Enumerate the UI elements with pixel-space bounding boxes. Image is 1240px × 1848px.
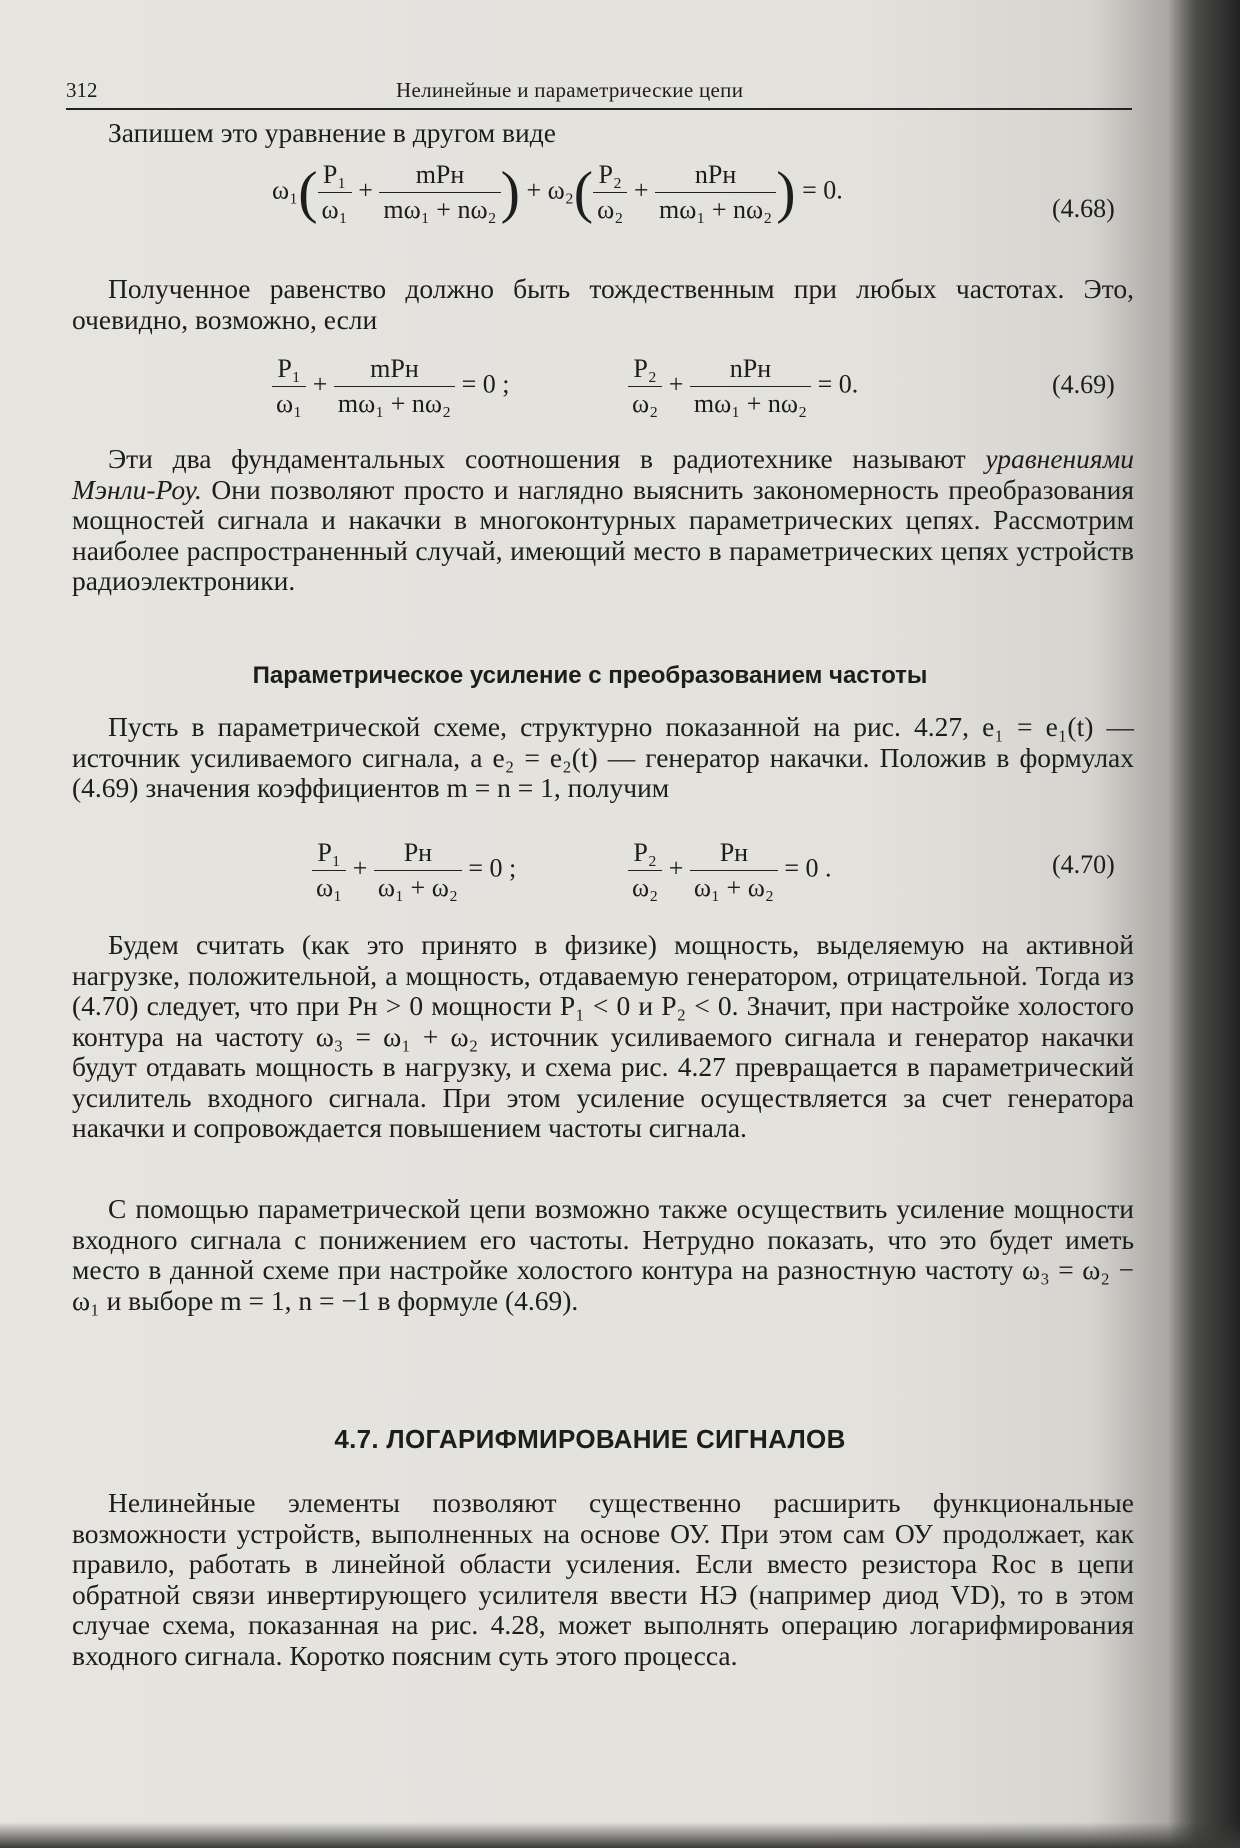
- eq-rhs: = 0 .: [784, 853, 832, 883]
- subheading: Параметрическое усиление с преобразованием частоты: [252, 662, 928, 689]
- fraction: [272, 352, 306, 421]
- paragraph-text: Будем считать (как это принято в физике) мощность, выделяемую на активной нагрузке, положительной, а мощность, отдаваемую генератором, отрицательной. Тогда из (4.70) следует, что при Pн > 0 мощности P₁ < 0 и P₂ < 0. Значит, при настройке холостого контура на частоту ω₃ = ω₁ + ω₂ источник усиливаемого сигнала и генератор накачки будут отдавать мощность в нагрузку, и схема рис. 4.27 превращается в параметрический усилитель входного сигнала. При этом усиление осуществляется за счет генератора накачки и сопровождается повышением частоты сигнала.: [72, 929, 1134, 1143]
- paragraph-text: С помощью параметрической цепи возможно также осуществить усиление мощности входного сигнала с понижением его частоты. Нетрудно показать, что это будет иметь место в данной схеме при настройке холостого контура на разностную частоту ω₃ = ω₂ − ω₁ и выборе m = 1, n = −1 в формуле (4.69).: [72, 1193, 1134, 1316]
- frac-num: P₂: [628, 352, 662, 387]
- frac-num: mPн: [379, 158, 500, 193]
- italic-term: уравнениями Мэнли-Роу.: [72, 443, 1134, 505]
- eq-w1: ω₁: [272, 175, 299, 205]
- fraction: [628, 352, 662, 421]
- fraction: [655, 158, 776, 227]
- paragraph-power-sign: [72, 930, 1134, 1144]
- plus-sign: +: [633, 175, 649, 205]
- paren-close: ): [500, 159, 520, 225]
- eq-rhs: = 0.: [802, 175, 843, 205]
- paragraph-manley-rowe: [72, 444, 1134, 597]
- fraction: [374, 836, 462, 905]
- plus-sign: +: [358, 175, 373, 205]
- plus-sign: +: [668, 853, 684, 883]
- frac-den: ω₂: [597, 195, 624, 224]
- paragraph-logarithm: [72, 1488, 1134, 1671]
- running-header: [66, 76, 1132, 110]
- fraction: [628, 836, 662, 905]
- frac-den: ω₂: [632, 873, 659, 902]
- frac-den: mω₁ + nω₂: [658, 195, 773, 224]
- paren-close: ): [776, 159, 796, 225]
- frac-num: P₁: [272, 352, 306, 387]
- frac-num: P₁: [318, 158, 352, 193]
- fraction: [312, 836, 346, 905]
- frac-num: mPн: [334, 352, 455, 387]
- frac-num: nPн: [655, 158, 776, 193]
- fraction: [690, 352, 811, 421]
- equation-number-4-69: (4.69): [1052, 370, 1115, 399]
- page-number: 312: [66, 78, 98, 102]
- equation-4-70-a: [312, 836, 516, 905]
- frac-den: ω₁: [316, 873, 343, 902]
- equation-4-70-b: [628, 836, 832, 905]
- paragraph-amplification: [72, 712, 1134, 804]
- section-heading: 4.7. ЛОГАРИФМИРОВАНИЕ СИГНАЛОВ: [334, 1424, 846, 1454]
- running-title: Нелинейные и параметрические цепи: [396, 78, 744, 102]
- fraction: [690, 836, 778, 905]
- paragraph-intro: [72, 118, 1134, 149]
- paragraph-text: Эти два фундаментальных соотношения в радиотехнике называют: [108, 443, 986, 474]
- paragraph-down-conversion: [72, 1194, 1134, 1316]
- frac-num: P₂: [593, 158, 627, 193]
- fraction: [334, 352, 455, 421]
- frac-num: Pн: [374, 836, 462, 871]
- paragraph-identity: [72, 274, 1134, 335]
- frac-den: mω₁ + nω₂: [383, 195, 497, 224]
- plus-sign: +: [312, 369, 328, 399]
- equation-4-69-b: [628, 352, 858, 421]
- paren-open: (: [298, 159, 318, 225]
- eq-plus-w2: + ω₂: [526, 175, 574, 205]
- paragraph-identity-text: Полученное равенство должно быть тождественным при любых частотах. Это, очевидно, возможно, если: [72, 273, 1134, 335]
- eq-rhs: = 0.: [817, 369, 859, 399]
- fraction: [593, 158, 627, 227]
- paragraph-text: Пусть в параметрической схеме, структурно показанной на рис. 4.27, e₁ = e₁(t) — источник усиливаемого сигнала, а e₂ = e₂(t) — генератор накачки. Положив в формулах (4.69) значения коэффициентов m = n = 1, получим: [72, 711, 1134, 803]
- frac-den: ω₁ + ω₂: [693, 873, 774, 902]
- equation-4-69-a: [272, 352, 510, 421]
- page-binding-shadow: [1168, 0, 1240, 1848]
- equation-4-68: [272, 158, 843, 227]
- eq-rhs: = 0 ;: [461, 369, 510, 399]
- fraction: [379, 158, 500, 227]
- frac-den: ω₁: [276, 389, 303, 418]
- frac-den: ω₁: [321, 195, 348, 224]
- frac-num: P₁: [312, 836, 346, 871]
- paragraph-text: Нелинейные элементы позволяют существенно расширить функциональные возможности устройств, выполненных на основе ОУ. При этом сам ОУ продолжает, как правило, работать в линейной области усиления. Если вместо резистора Rос в цепи обратной связи инвертирующего усилителя ввести НЭ (например диод VD), то в этом случае схема, показанная на рис. 4.28, может выполнять операцию логарифмирования входного сигнала. Коротко поясним суть этого процесса.: [72, 1487, 1134, 1671]
- frac-den: mω₁ + nω₂: [337, 389, 452, 418]
- plus-sign: +: [352, 853, 368, 883]
- equation-number-4-68: (4.68): [1052, 194, 1115, 223]
- frac-num: P₂: [628, 836, 662, 871]
- frac-den: ω₁ + ω₂: [377, 873, 458, 902]
- frac-den: ω₂: [632, 389, 659, 418]
- page-bottom-shadow: [0, 1822, 1240, 1848]
- plus-sign: +: [668, 369, 684, 399]
- eq-rhs: = 0 ;: [468, 853, 517, 883]
- frac-den: mω₁ + nω₂: [693, 389, 808, 418]
- equation-number-4-70: (4.70): [1052, 850, 1115, 879]
- frac-num: nPн: [690, 352, 811, 387]
- fraction: [318, 158, 352, 227]
- paren-open: (: [573, 159, 594, 225]
- paragraph-intro-text: Запишем это уравнение в другом виде: [108, 117, 556, 148]
- frac-num: Pн: [690, 836, 778, 871]
- paragraph-text: Они позволяют просто и наглядно выяснить закономерность преобразования мощностей сигнала и накачки в многоконтурных параметрических цепях. Рассмотрим наиболее распространенный случай, имеющий место в параметрических цепях устройств радиоэлектроники.: [72, 473, 1134, 596]
